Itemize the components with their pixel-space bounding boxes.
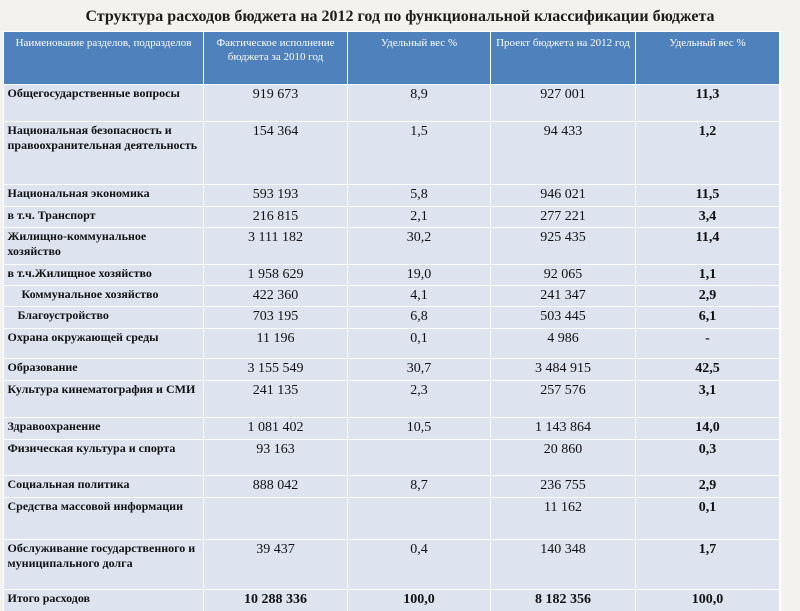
- table-row: [4, 307, 780, 329]
- row-name: Итого расходов: [4, 590, 204, 611]
- row-fact: 3 111 182: [204, 228, 348, 265]
- row-name: в т.ч. Транспорт: [4, 207, 204, 228]
- row-project: 927 001: [491, 85, 636, 122]
- row-name: Национальная безопасность и правоохранительная деятельность: [4, 122, 204, 185]
- row-share-project: 2,9: [636, 286, 780, 307]
- row-project: 503 445: [491, 307, 636, 329]
- table-row: [4, 207, 780, 228]
- row-fact: 93 163: [204, 440, 348, 476]
- row-share-project: 3,4: [636, 207, 780, 228]
- row-project: 140 348: [491, 540, 636, 590]
- row-name: Национальная экономика: [4, 185, 204, 207]
- row-fact: 154 364: [204, 122, 348, 185]
- row-fact: 216 815: [204, 207, 348, 228]
- table-row: [4, 265, 780, 286]
- row-fact: 422 360: [204, 286, 348, 307]
- page-title: Структура расходов бюджета на 2012 год по функциональной классификации бюджета: [0, 8, 800, 26]
- header-share-project: Удельный вес %: [636, 32, 780, 85]
- row-project: 8 182 356: [491, 590, 636, 611]
- row-share-fact: 6,8: [348, 307, 491, 329]
- row-name: Жилищно-коммунальное хозяйство: [4, 228, 204, 265]
- row-share-fact: [348, 498, 491, 540]
- row-share-fact: 4,1: [348, 286, 491, 307]
- row-fact: 39 437: [204, 540, 348, 590]
- row-project: 92 065: [491, 265, 636, 286]
- table-row: [4, 286, 780, 307]
- table-row: [4, 359, 780, 381]
- row-share-fact: 19,0: [348, 265, 491, 286]
- page-margin: [781, 31, 800, 600]
- row-project: 946 021: [491, 185, 636, 207]
- row-fact: 11 196: [204, 329, 348, 359]
- budget-table: [3, 31, 780, 611]
- row-share-fact: 1,5: [348, 122, 491, 185]
- row-project: 257 576: [491, 381, 636, 418]
- row-name: Средства массовой информации: [4, 498, 204, 540]
- row-fact: 1 081 402: [204, 418, 348, 440]
- row-share-project: 0,3: [636, 440, 780, 476]
- header-fact-2010: Фактическое исполнение бюджета за 2010 год: [204, 32, 348, 85]
- table-row: [4, 85, 780, 122]
- row-name: Образование: [4, 359, 204, 381]
- row-fact: 1 958 629: [204, 265, 348, 286]
- row-share-fact: 8,9: [348, 85, 491, 122]
- header-share-fact: Удельный вес %: [348, 32, 491, 85]
- row-share-fact: 0,1: [348, 329, 491, 359]
- row-project: 94 433: [491, 122, 636, 185]
- row-name: в т.ч.Жилищное хозяйство: [4, 265, 204, 286]
- row-fact: 703 195: [204, 307, 348, 329]
- row-name: Обслуживание государственного и муниципального долга: [4, 540, 204, 590]
- row-project: 236 755: [491, 476, 636, 498]
- header-project-2012: Проект бюджета на 2012 год: [491, 32, 636, 85]
- row-fact: 3 155 549: [204, 359, 348, 381]
- row-project: 1 143 864: [491, 418, 636, 440]
- table-header-row: [4, 32, 780, 85]
- row-project: 241 347: [491, 286, 636, 307]
- row-share-fact: 30,7: [348, 359, 491, 381]
- header-section-name: Наименование разделов, подразделов: [4, 32, 204, 85]
- row-project: 925 435: [491, 228, 636, 265]
- row-name: Здравоохранение: [4, 418, 204, 440]
- row-name: Благоустройство: [4, 307, 204, 329]
- table-row: [4, 476, 780, 498]
- table-row-total: [4, 590, 780, 611]
- row-fact: 241 135: [204, 381, 348, 418]
- row-share-fact: 5,8: [348, 185, 491, 207]
- row-name: Социальная политика: [4, 476, 204, 498]
- row-share-project: 0,1: [636, 498, 780, 540]
- table-row: [4, 381, 780, 418]
- row-project: 277 221: [491, 207, 636, 228]
- row-share-fact: [348, 440, 491, 476]
- row-project: 3 484 915: [491, 359, 636, 381]
- row-share-project: 11,5: [636, 185, 780, 207]
- row-share-project: 14,0: [636, 418, 780, 440]
- row-share-project: 42,5: [636, 359, 780, 381]
- row-share-project: 1,7: [636, 540, 780, 590]
- row-share-project: 11,3: [636, 85, 780, 122]
- row-project: 20 860: [491, 440, 636, 476]
- row-share-project: 3,1: [636, 381, 780, 418]
- row-name: Физическая культура и спорта: [4, 440, 204, 476]
- row-share-fact: 0,4: [348, 540, 491, 590]
- row-fact: 593 193: [204, 185, 348, 207]
- row-project: 11 162: [491, 498, 636, 540]
- row-share-project: 2,9: [636, 476, 780, 498]
- row-share-fact: 10,5: [348, 418, 491, 440]
- table-row: [4, 329, 780, 359]
- row-name: Охрана окружающей среды: [4, 329, 204, 359]
- row-share-fact: 2,3: [348, 381, 491, 418]
- row-share-project: 1,1: [636, 265, 780, 286]
- row-fact: 919 673: [204, 85, 348, 122]
- row-share-project: 1,2: [636, 122, 780, 185]
- row-share-project: -: [636, 329, 780, 359]
- row-name: Коммунальное хозяйство: [4, 286, 204, 307]
- table-row: [4, 185, 780, 207]
- table-row: [4, 122, 780, 185]
- row-share-project: 6,1: [636, 307, 780, 329]
- row-fact: 10 288 336: [204, 590, 348, 611]
- table-row: [4, 228, 780, 265]
- row-share-fact: 2,1: [348, 207, 491, 228]
- budget-table-container: [3, 31, 781, 611]
- table-row: [4, 418, 780, 440]
- table-row: [4, 540, 780, 590]
- row-share-fact: 8,7: [348, 476, 491, 498]
- table-row: [4, 440, 780, 476]
- row-fact: [204, 498, 348, 540]
- table-row: [4, 498, 780, 540]
- row-fact: 888 042: [204, 476, 348, 498]
- row-name: Общегосударственные вопросы: [4, 85, 204, 122]
- row-share-fact: 100,0: [348, 590, 491, 611]
- row-share-fact: 30,2: [348, 228, 491, 265]
- row-project: 4 986: [491, 329, 636, 359]
- row-share-project: 11,4: [636, 228, 780, 265]
- row-name: Культура кинематография и СМИ: [4, 381, 204, 418]
- row-share-project: 100,0: [636, 590, 780, 611]
